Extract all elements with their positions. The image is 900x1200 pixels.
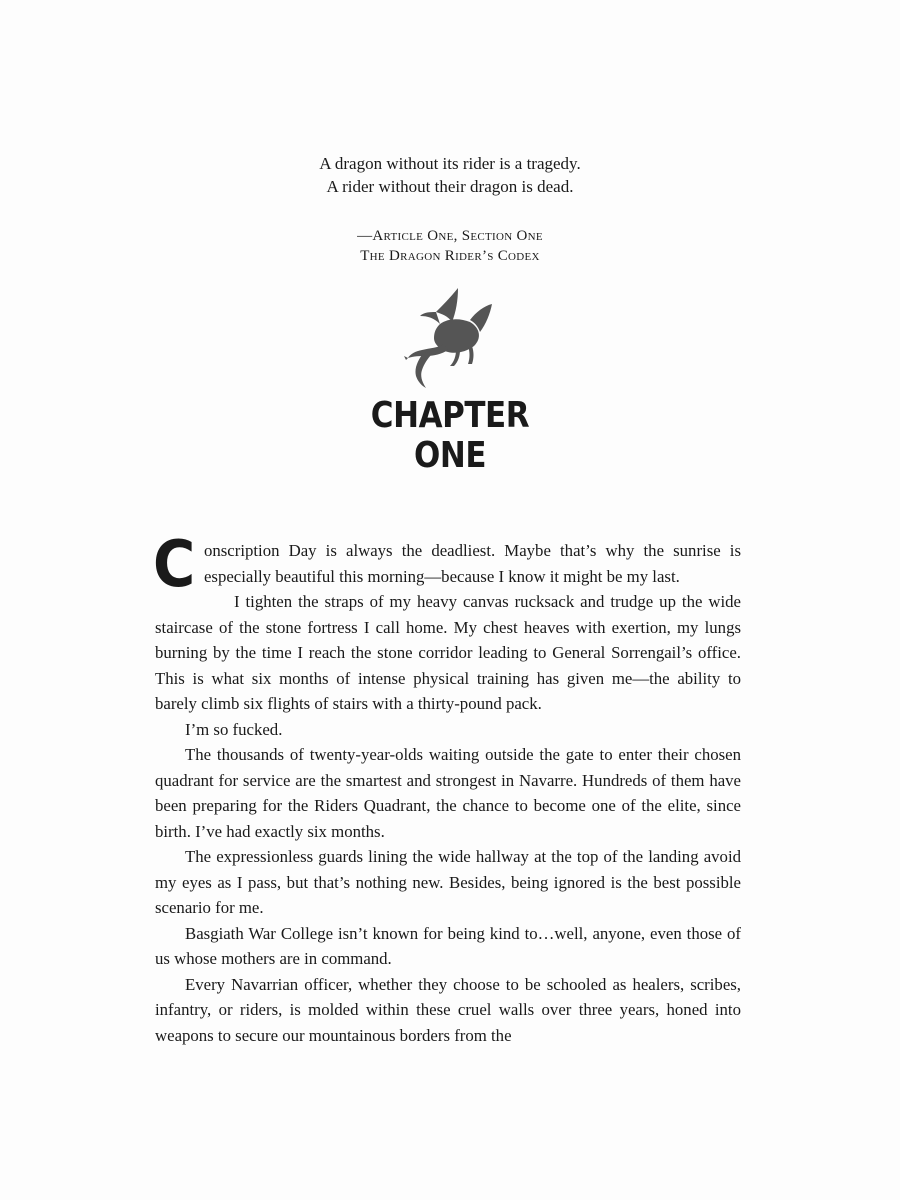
paragraph: Basgiath War College isn’t known for being kind to…well, anyone, even those of us whose mothers are in command. [155,923,741,968]
paragraph: The expressionless guards lining the wide hallway at the top of the landing avoid my eyes as I pass, but that’s nothing new. Besides, being ignored is the best possible scenario for me. [155,847,741,917]
paragraph-text: onscription Day is always the deadliest. Maybe that’s why the sunrise is especially beautiful this morning—because I know it might be my last. [203,541,741,586]
drop-cap: C [153,528,196,602]
dragon-silhouette-icon [400,282,500,390]
paragraph: I’m so fucked. [185,719,283,739]
paragraph: Every Navarrian officer, whether they choose to be schooled as healers, scribes, infantry, or riders, is molded within these cruel walls over three years, honed into weapons to secure our mountainous borders from the [155,974,741,1045]
epigraph-attribution [0,226,900,266]
attribution-source: —Article One, Section One [357,228,543,244]
chapter-title [63,396,837,476]
paragraph: I tighten the straps of my heavy canvas rucksack and trudge up the wide staircase of the stone fortress I call home. My chest heaves with exertion, my lungs burning by the time I reach the stone corridor leading to General Sorrengail’s office. This is what six months of intense physical training has given me—the ability to barely climb six flights of stairs with a thirty-pound pack. [155,592,741,713]
epigraph [0,152,900,198]
paragraph [153,528,741,602]
chapter-body [153,528,741,1048]
epigraph-line: A rider without their dragon is dead. [326,177,574,196]
chapter-word: CHAPTER [370,395,530,436]
paragraph: The thousands of twenty-year-olds waiting outside the gate to enter their chosen quadrant for service are the smartest and strongest in Navarre. Hundreds of them have been preparing for the Riders Quadrant, the chance to become one of the elite, since birth. I’ve had exactly six months. [155,745,741,841]
attribution-book: The Dragon Rider’s Codex [360,248,540,264]
epigraph-line: A dragon without its rider is a tragedy. [319,154,581,173]
chapter-number: ONE [413,435,487,476]
